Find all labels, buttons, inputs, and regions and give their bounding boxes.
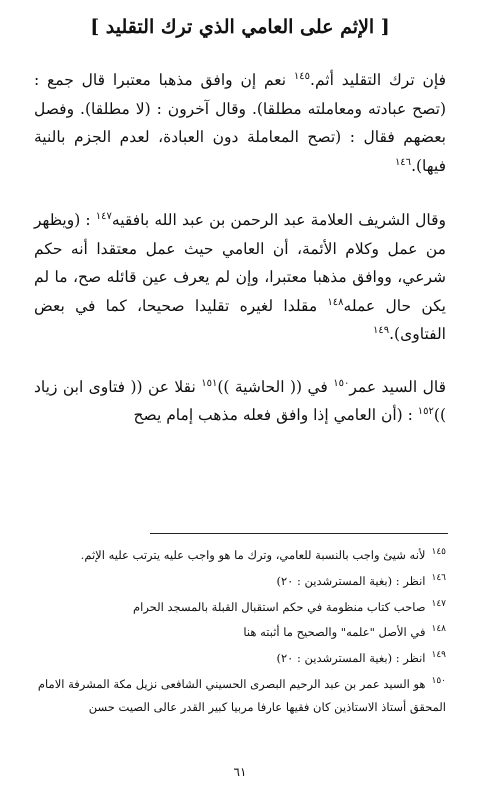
footnote-text: انظر : (بغية المسترشدين : ٢٠) xyxy=(276,573,426,588)
footnote-text: في الأصل "علمه" والصحيح ما أثبته هنا xyxy=(243,625,426,640)
footnote xyxy=(20,618,446,644)
footnote-ref[interactable]: ١٤٦ xyxy=(394,156,412,168)
footnote-text: صاحب كتاب منظومة في حكم استقبال القبلة بالمسجد الحرام xyxy=(133,599,426,614)
footnote-number: ١٥٠ xyxy=(431,676,446,687)
footnote xyxy=(20,541,446,567)
page-number: ٦١ xyxy=(233,765,247,779)
paragraph-text: : (ويظهر من عمل وكلام الأئمة، أن العامي حيث عمل معتقدا أنه حكم شرعي، ووافق مذهبا معتبرا، وإن لم يعرف عين قائله صح، ما لم يكن حال عمله xyxy=(34,211,446,315)
footnote xyxy=(20,593,446,619)
footnote-number: ١٤٨ xyxy=(431,624,446,635)
footnote-ref[interactable]: ١٥٠ xyxy=(333,377,350,389)
footnote xyxy=(20,670,446,719)
footnote-ref[interactable]: ١٥٢ xyxy=(417,405,434,417)
paragraph-1 xyxy=(34,66,446,180)
footnote-ref[interactable]: ١٤٧ xyxy=(95,210,112,222)
footnote-text: انظر : (بغية المسترشدين : ٢٠) xyxy=(276,651,426,666)
footnote-text: لأنه شيئ واجب بالنسبة للعامي، وترك ما هو واجب عليه يترتب عليه الإثم. xyxy=(80,547,426,562)
section-title: [ الإثم على العامي الذي ترك التقليد ] xyxy=(90,16,390,38)
paragraph-text: وقال الشريف العلامة عبد الرحمن بن عبد الله بافقيه xyxy=(111,211,446,229)
paragraph-text: نقلا عن (( فتاوى ابن زياد )) xyxy=(34,377,446,424)
paragraph-text: نعم إن وافق مذهبا معتبرا قال جمع : (تصح عبادته ومعاملته مطلقا). وقال آخرون : (لا مطلقا). وفصل بعضهم فقال : (تصح المعاملة دون العبادة، لعدم الجزم بالنية فيها). xyxy=(34,71,446,175)
footnote-ref[interactable]: ١٤٥ xyxy=(293,70,311,82)
footnote xyxy=(20,567,446,593)
footnote-number: ١٤٦ xyxy=(431,572,446,583)
paragraph-text: مقلدا لغيره تقليدا صحيحا، كما في بعض الفتاوى). xyxy=(34,296,446,343)
main-text xyxy=(34,66,446,430)
footnote xyxy=(20,644,446,670)
paragraph-2 xyxy=(34,206,446,349)
footnotes xyxy=(20,541,446,719)
footnote-number: ١٤٩ xyxy=(431,650,446,661)
footnote-ref[interactable]: ١٥١ xyxy=(201,377,218,389)
footnote-text: هو السيد عمر بن عبد الرحيم البصرى الحسيني الشافعى نزيل مكة المشرفة الامام المحقق أستاذ الاستاذين كان فقيها عارفا مربيا كبير القدر عالى الصيت حسن xyxy=(37,676,446,714)
paragraph-text: فإن ترك التقليد أثم. xyxy=(310,71,446,89)
paragraph-text: : (أن العامي إذا وافق فعله مذهب إمام يصح xyxy=(133,406,418,424)
footnote-ref[interactable]: ١٤٨ xyxy=(327,296,344,308)
footnote-number: ١٤٥ xyxy=(431,547,446,557)
paragraph-text: قال السيد عمر xyxy=(349,377,446,396)
paragraph-text: في (( الحاشية )) xyxy=(217,377,334,396)
paragraph-3 xyxy=(34,373,446,430)
footnote-ref[interactable]: ١٤٩ xyxy=(373,324,390,336)
footnote-separator xyxy=(150,533,448,534)
footnote-number: ١٤٧ xyxy=(431,598,446,609)
